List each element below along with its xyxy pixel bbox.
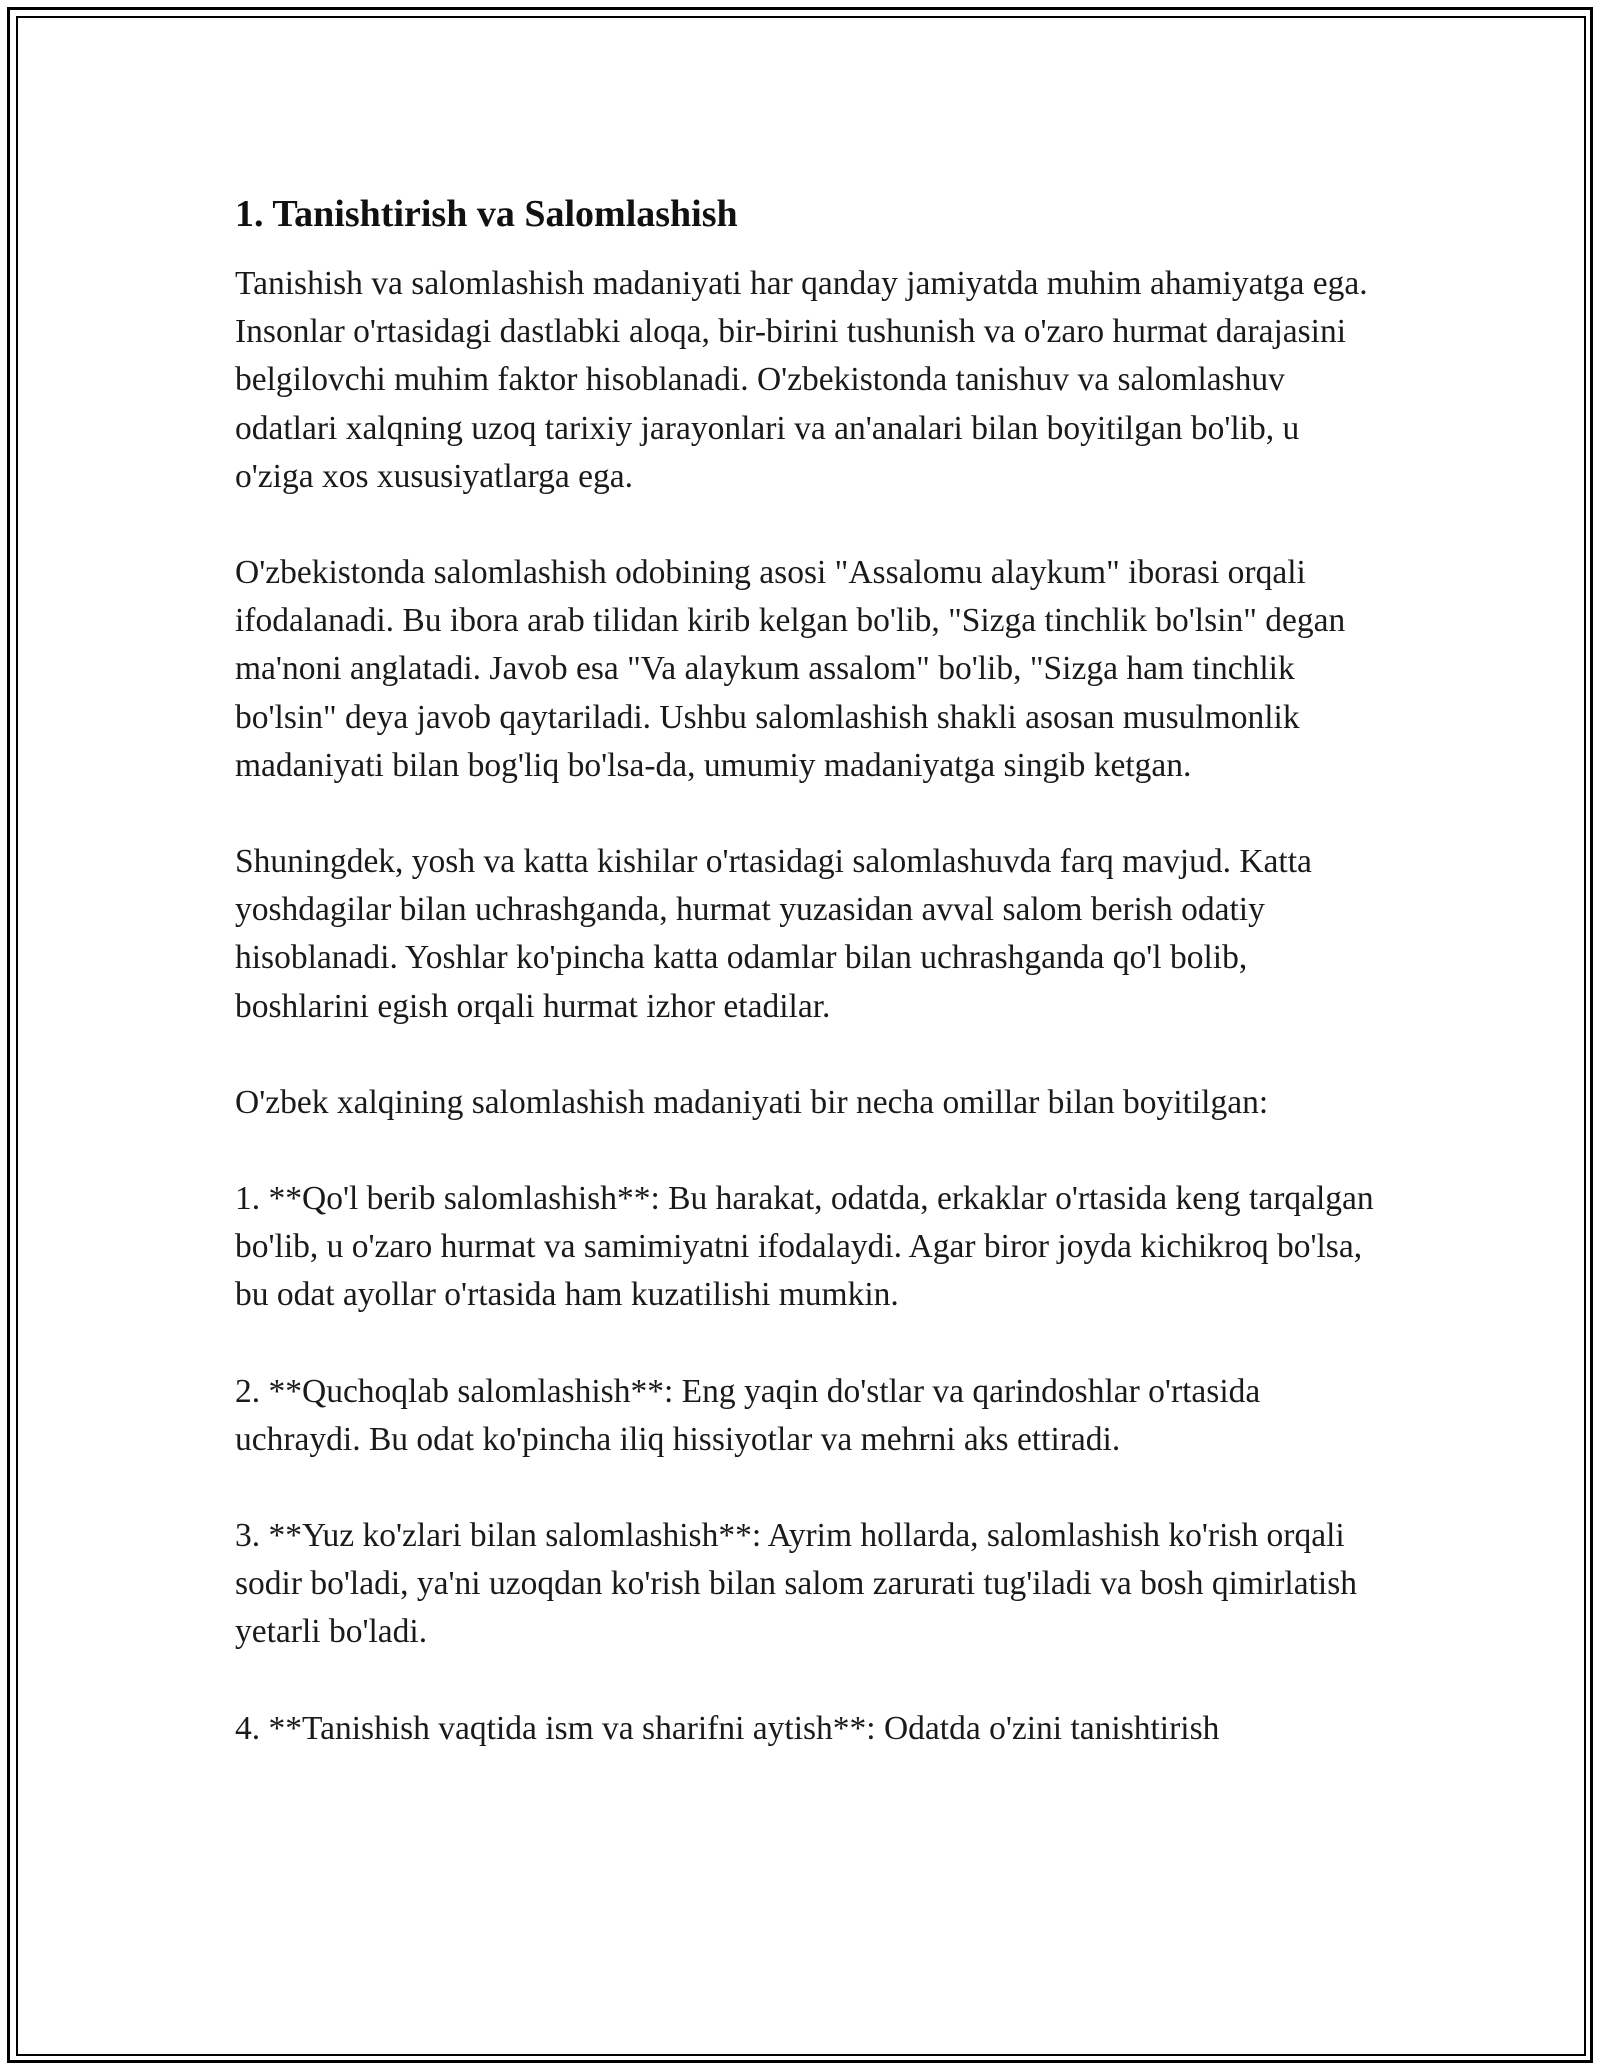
section-heading: 1. Tanishtirish va Salomlashish	[235, 193, 738, 235]
paragraph-list-intro: O'zbek xalqining salomlashish madaniyati bir necha omillar bilan boyitilgan:	[235, 1083, 1269, 1121]
document-body	[235, 186, 1375, 1753]
paragraph-intro: Tanishish va salomlashish madaniyati har qanday jamiyatda muhim ahamiyatga ega. Insonlar o'rtasidagi dastlabki aloqa, bir-birini tushunish va o'zaro hurmat darajasini belgilovchi muhim faktor hisoblanadi. O'zbekistonda tanishuv va salomlashuv odatlari xalqning uzoq tarixiy jarayonlari va an'analari bilan boyitilgan bo'lib, u o'ziga xos xususiyatlarga ega.	[235, 265, 1368, 495]
list-item-introduction: 4. **Tanishish vaqtida ism va sharifni aytish**: Odatda o'zini tanishtirish	[235, 1709, 1220, 1747]
paragraph-age-difference: Shuningdek, yosh va katta kishilar o'rtasidagi salomlashuvda farq mavjud. Katta yoshdagilar bilan uchrashganda, hurmat yuzasidan avval salom berish odatiy hisoblanadi. Yoshlar ko'pincha katta odamlar bilan uchrashganda qo'l bolib, boshlarini egish orqali hurmat izhor etadilar.	[235, 843, 1312, 1025]
list-item-handshake: 1. **Qo'l berib salomlashish**: Bu harakat, odatda, erkaklar o'rtasida keng tarqalgan bo'lib, u o'zaro hurmat va samimiyatni ifodalaydi. Agar biror joyda kichikroq bo'lsa, bu odat ayollar o'rtasida ham kuzatilishi mumkin.	[235, 1180, 1374, 1314]
list-item-eye-greeting: 3. **Yuz ko'zlari bilan salomlashish**: Ayrim hollarda, salomlashish ko'rish orqali sodir bo'ladi, ya'ni uzoqdan ko'rish bilan salom zarurati tug'iladi va bosh qimirlatish yetarli bo'ladi.	[235, 1517, 1357, 1651]
paragraph-assalomu-alaykum: O'zbekistonda salomlashish odobining asosi "Assalomu alaykum" iborasi orqali ifodalanadi. Bu ibora arab tilidan kirib kelgan bo'lib, "Sizga tinchlik bo'lsin" degan ma'noni anglatadi. Javob esa "Va alaykum assalom" bo'lib, "Sizga ham tinchlik bo'lsin" deya javob qaytariladi. Ushbu salomlashish shakli asosan musulmonlik madaniyati bilan bog'liq bo'lsa-da, umumiy madaniyatga singib ketgan.	[235, 554, 1346, 784]
list-item-hug: 2. **Quchoqlab salomlashish**: Eng yaqin do'stlar va qarindoshlar o'rtasida uchraydi. Bu odat ko'pincha iliq hissiyotlar va mehrni aks ettiradi.	[235, 1372, 1261, 1458]
